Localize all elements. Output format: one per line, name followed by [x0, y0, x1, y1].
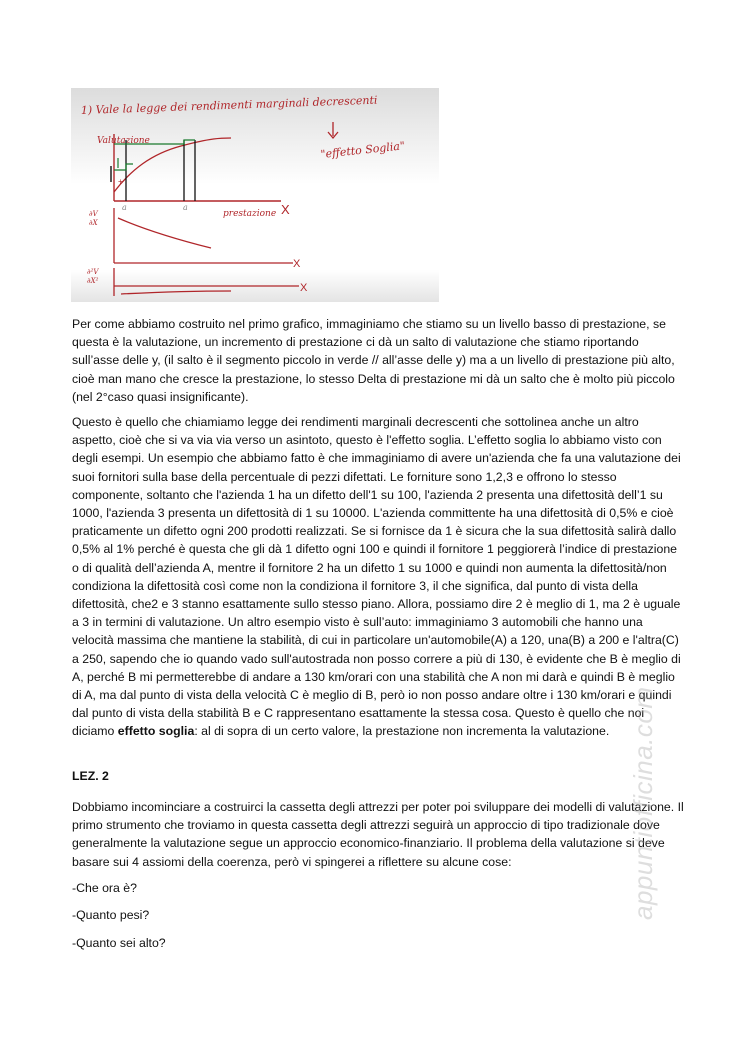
paragraph-threshold-end: : al di sopra di un certo valore, la prestazione non incrementa la valutazione.: [194, 724, 610, 739]
lesson-heading: LEZ. 2: [72, 769, 109, 783]
derivative-label-top: ∂V: [89, 210, 98, 218]
paragraph-marginal-returns-intro: Per come abbiamo costruito nel primo grafico, immaginiamo che stiamo su un livello basso di prestazione, se questa è la valutazione, un incremento di prestazione ci dà un salto di valutazione che stiamo riportando sull’asse delle y, (il salto è il segmento piccolo in verde // all’asse delle y) ma a un livello di prestazione più alto, cioè man mano che cresce la prestazione, lo stesso Delta di prestazione mi dà un salto che è molto più piccolo (nel 2°caso quasi insignificante).: [72, 317, 675, 404]
plus-sign: +: [118, 177, 123, 186]
question-item: -Quanto sei alto?: [72, 936, 166, 950]
x-axis-mark: X: [300, 282, 308, 294]
question-item: -Che ora è?: [72, 881, 137, 895]
second-derivative-curve: [121, 291, 231, 294]
bold-term-effetto-soglia: effetto soglia: [117, 724, 195, 739]
tick-label-a1: a: [122, 203, 127, 212]
derivative-curve: [118, 218, 211, 248]
paragraph-threshold-main: Questo è quello che chiamiamo legge dei rendimenti marginali decrescenti che sottolinea anche un altro aspetto, cioè che si va via via verso un asintoto, questo è l'effetto soglia. L’effetto soglia lo abbiamo visto con degli esempi. Un esempio che abbiamo fatto è che immaginiamo di avere un'azienda che fa una valutazione dei suoi fornitori sulla base della percentuale di pezzi difettati. Le forniture sono 1,2,3 e offrono lo stesso componente, soltanto che l'azienda 1 ha un difetto dell'1 su 100, l'azienda 2 presenta una difettosità dell’1 su 1000, l'azienda 3 presenta un difettosità di 1 su 10000. L'azienda committente ha una difettosità di 0,5% e cioè praticamente un difetto ogni 200 prodotti realizzati. Se si fornisce da 1 è sicura che la sua difettosità salirà dallo 0,5% al 1% perché è questa che gli dà 1 difetto ogni 100 e quindi il fornitore 1 peggiorerà l’indice di prestazione o di qualità dell’azienda A, mentre il fornitore 2 ha un difetto 1 su 1000 e quindi non aumenta la difettosità/non condiziona la difettosità così come non la condiziona il fornitore 3, il che significa, dal punto di vista della difettosità, che2 e 3 stanno esattamente sullo stesso piano. Allora, possiamo dire 2 è meglio di 1, ma 2 è uguale a 3 in termini di valutazione. Un altro esempio visto è sull’auto: immaginiamo 3 automobili che hanno una velocità massima che mantiene la stabilità, di cui in particolare un'automobile(A) a 120, una(B) a 200 e l'altra(C) a 250, sapendo che io quando vado sull'autostrada non posso correre a più di 130, è evidente che B è meglio di A, perché B mi permetterebbe di andare a 130 km/orari con una stabilità che A non mi darà e quindi B è meglio di A, ma dal punto di vista della velocità C è meglio di B, però io non posso andare oltre i 130 km/orari e quindi dal punto di vista della stabilità B e C rappresentano esattamente la stessa cosa. Questo è quello che noi diciamo: [72, 415, 681, 739]
x-axis-mark: X: [293, 258, 301, 270]
question-item: -Quanto pesi?: [72, 908, 150, 922]
handwritten-graph-figure: [71, 88, 439, 302]
second-derivative-label-top: ∂²V: [87, 268, 99, 276]
second-derivative-label-bottom: ∂X²: [87, 277, 99, 285]
marginal-returns-sketch: [71, 88, 439, 302]
paragraph-threshold-effect: [72, 413, 684, 741]
paragraph-toolbox: Dobbiamo incominciare a costruirci la cassetta degli attrezzi per poter poi sviluppare dei modelli di valutazione. Il primo strumento che troviamo in questa cassetta degli attrezzi seguirà un approccio di tipo tradizionale dove generalmente la valutazione segue un approccio economico-finanziario. Il problema della valutazione si deve basare sui 4 assiomi della coerenza, però vi spingerei a riflettere su alcune cose:: [72, 800, 684, 869]
y-axis-label: Valutazione: [97, 136, 150, 146]
valuation-curve: [114, 138, 231, 192]
x-axis-label: prestazione: [223, 209, 277, 219]
tick-label-a2: a: [183, 203, 188, 212]
arrow-down-icon: [328, 122, 338, 138]
x-axis-mark: X: [281, 202, 290, 217]
figure-note-effetto-soglia: "effetto Soglia": [319, 139, 406, 161]
figure-title-handwriting: 1) Vale la legge dei rendimenti marginali decrescenti: [80, 93, 378, 117]
watermark: appuntiofficina.com: [628, 686, 658, 920]
derivative-label-bottom: ∂X: [89, 219, 98, 227]
